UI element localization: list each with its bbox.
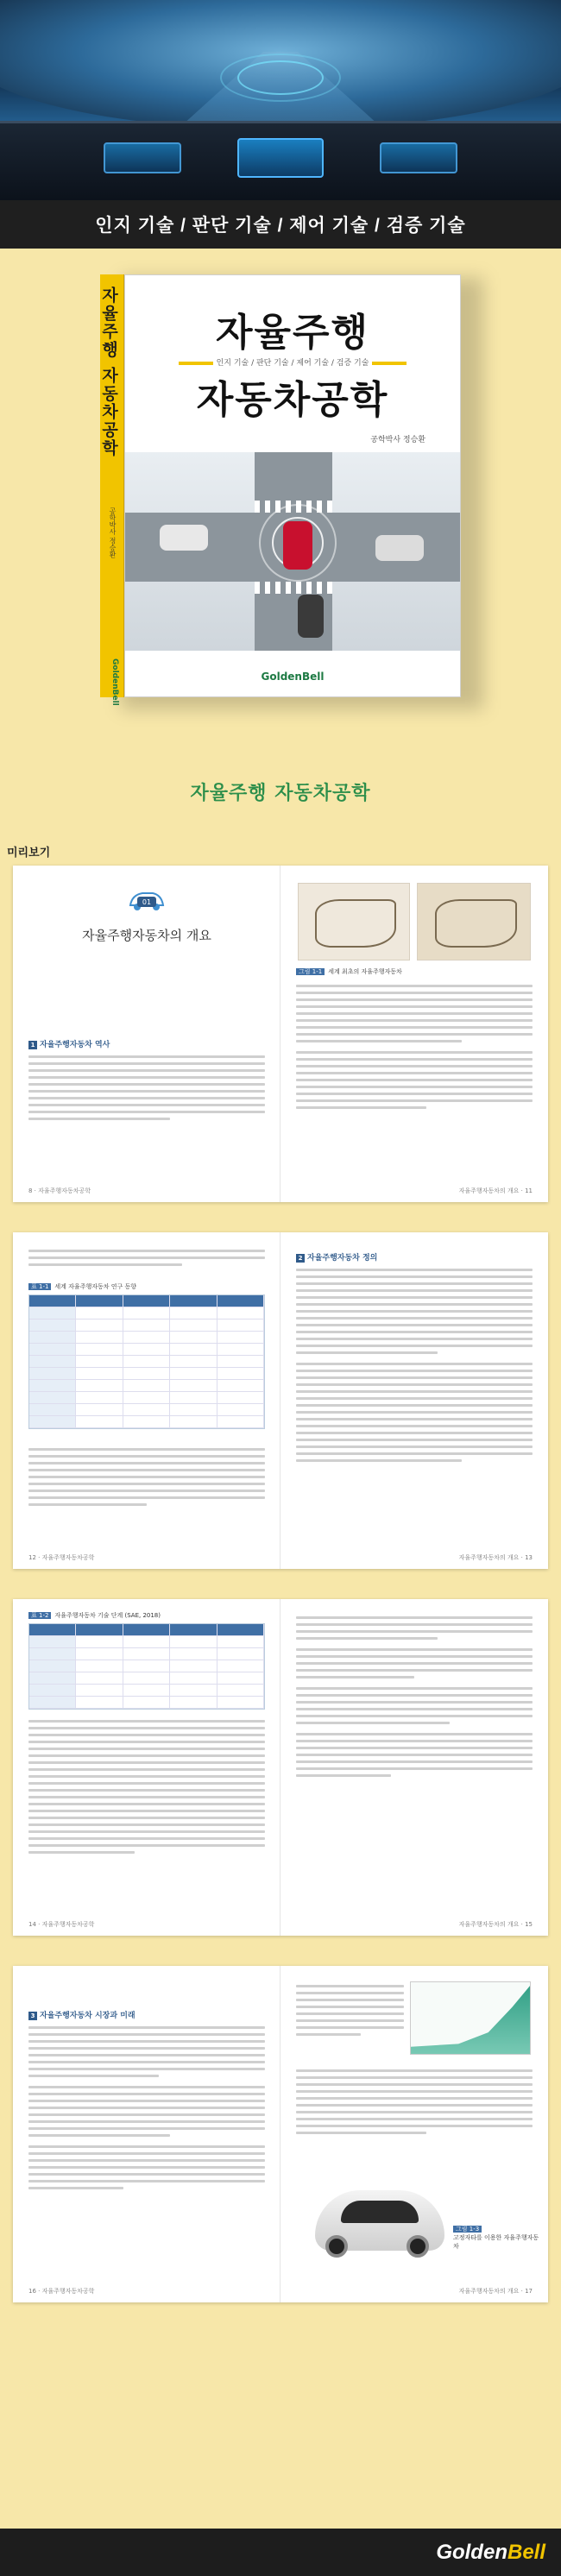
section-title-text: 자율주행자동차 정의 [307, 1254, 378, 1263]
section-number: 2 [296, 1254, 305, 1263]
figure-caption [453, 2225, 539, 2251]
page-right [280, 1232, 548, 1569]
table-caption-text: 자율주행자동차 기술 단계 (SAE, 2018) [54, 1612, 161, 1619]
page-footer: 16 · 자율주행자동차공학 [28, 2288, 95, 2295]
page-right [280, 1966, 548, 2302]
chapter-car-icon [125, 885, 168, 916]
dash-screen-right [380, 142, 457, 173]
book-showcase [0, 249, 561, 804]
figure-caption-text: 고정자타를 이용한 자율주행자동차 [453, 2234, 539, 2250]
section-title [28, 2009, 136, 2020]
car-wheel [407, 2235, 429, 2258]
page-right [280, 866, 548, 1202]
page-footer: 14 · 자율주행자동차공학 [28, 1921, 95, 1928]
subtitle-bar-right [372, 362, 407, 365]
dark-car [298, 595, 324, 638]
body-text [28, 1720, 265, 1858]
body-text [28, 1055, 265, 1124]
subtitle-bar-left [179, 362, 213, 365]
body-text [296, 1985, 404, 2040]
body-text [296, 1616, 533, 1781]
figure-caption [296, 967, 402, 976]
body-text [28, 2026, 265, 2194]
spine-title: 자율주행 자동차공학 [99, 287, 118, 457]
publisher-logo [436, 2541, 545, 2565]
chapter-number: 01 [142, 898, 152, 906]
preview-spread [13, 1599, 548, 1936]
spine-publisher: GoldenBell [110, 658, 119, 706]
cover-title-line2: 자동차공학 [196, 378, 389, 422]
preview-spread [13, 866, 548, 1202]
car-wheel [325, 2235, 348, 2258]
section-number: 3 [28, 2012, 37, 2020]
red-car [283, 521, 312, 570]
preview-spread [13, 1966, 548, 2302]
cover-author: 공학박사 정승환 [370, 436, 425, 444]
body-text [296, 2069, 533, 2138]
footer [0, 2529, 561, 2576]
cover-subtitle-row [125, 356, 460, 368]
keywords-bar [0, 200, 561, 249]
historical-machine [417, 883, 531, 960]
page-footer: 12 · 자율주행자동차공학 [28, 1554, 95, 1561]
page-left [13, 1232, 280, 1569]
body-text [296, 1269, 533, 1466]
cover-title-line1: 자율주행 [215, 311, 369, 355]
growth-area [411, 1982, 530, 2054]
figure-caption-tag: 그림 1-3 [453, 2226, 482, 2233]
body-text [28, 1250, 265, 1270]
preview-spread [13, 1232, 548, 1569]
white-car [160, 525, 208, 551]
book-caption: 자율주행 자동차공학 [190, 783, 371, 804]
spine-author: 공학박사 정승환 [109, 507, 117, 558]
table-caption [28, 1611, 161, 1620]
page-footer: 8 · 자율주행자동차공학 [28, 1187, 91, 1194]
page-left [13, 1966, 280, 2302]
table-caption-tag: 표 1-2 [28, 1612, 51, 1619]
crosswalk [255, 582, 332, 594]
section-number: 1 [28, 1041, 37, 1049]
research-table [28, 1294, 265, 1429]
book-spine [99, 274, 124, 706]
hero-banner [0, 0, 561, 200]
section-title-text: 자율주행자동차 시장과 미래 [40, 2012, 136, 2020]
section-title-text: 자율주행자동차 역사 [40, 1041, 110, 1049]
historical-sketch [298, 883, 410, 960]
cover-publisher-logo: GoldenBell [261, 671, 325, 683]
cover-subtitle: 인지 기술 / 판단 기술 / 제어 기술 / 검증 기술 [216, 359, 369, 368]
logo-part1: Golden [436, 2541, 507, 2564]
keywords-text: 인지 기술 / 판단 기술 / 제어 기술 / 검증 기술 [95, 216, 466, 236]
logo-part2: Bell [507, 2541, 545, 2564]
table-caption-tag: 표 1-1 [28, 1283, 51, 1290]
body-text [28, 1448, 265, 1510]
table-caption-text: 세계 자율주행자동차 연구 동향 [54, 1283, 137, 1290]
preview-label: 미리보기 [7, 847, 51, 860]
chapter-title: 자율주행자동차의 개요 [82, 928, 211, 943]
page-right [280, 1599, 548, 1936]
page-footer: 자율주행자동차의 개요 · 13 [458, 1554, 533, 1561]
cover-intersection-art [125, 452, 461, 651]
figure-caption-tag: 그림 1-1 [296, 968, 325, 975]
page-left [13, 1599, 280, 1936]
page-footer: 자율주행자동차의 개요 · 15 [458, 1921, 533, 1928]
body-text [296, 985, 533, 1113]
market-growth-graph [410, 1981, 531, 2055]
dash-screen-left [104, 142, 181, 173]
book-cover [124, 274, 461, 697]
table-caption [28, 1282, 136, 1291]
dash-screen-center [237, 138, 324, 178]
section-title [296, 1251, 377, 1263]
page-footer: 자율주행자동차의 개요 · 17 [458, 2288, 533, 2295]
figure-caption-text: 세계 최초의 자율주행자동차 [328, 968, 402, 975]
page-footer: 자율주행자동차의 개요 · 11 [458, 1187, 533, 1194]
level-table [28, 1623, 265, 1710]
page-left [13, 866, 280, 1202]
section-title [28, 1038, 110, 1049]
hud-ring [220, 54, 341, 102]
grey-car [375, 535, 424, 561]
